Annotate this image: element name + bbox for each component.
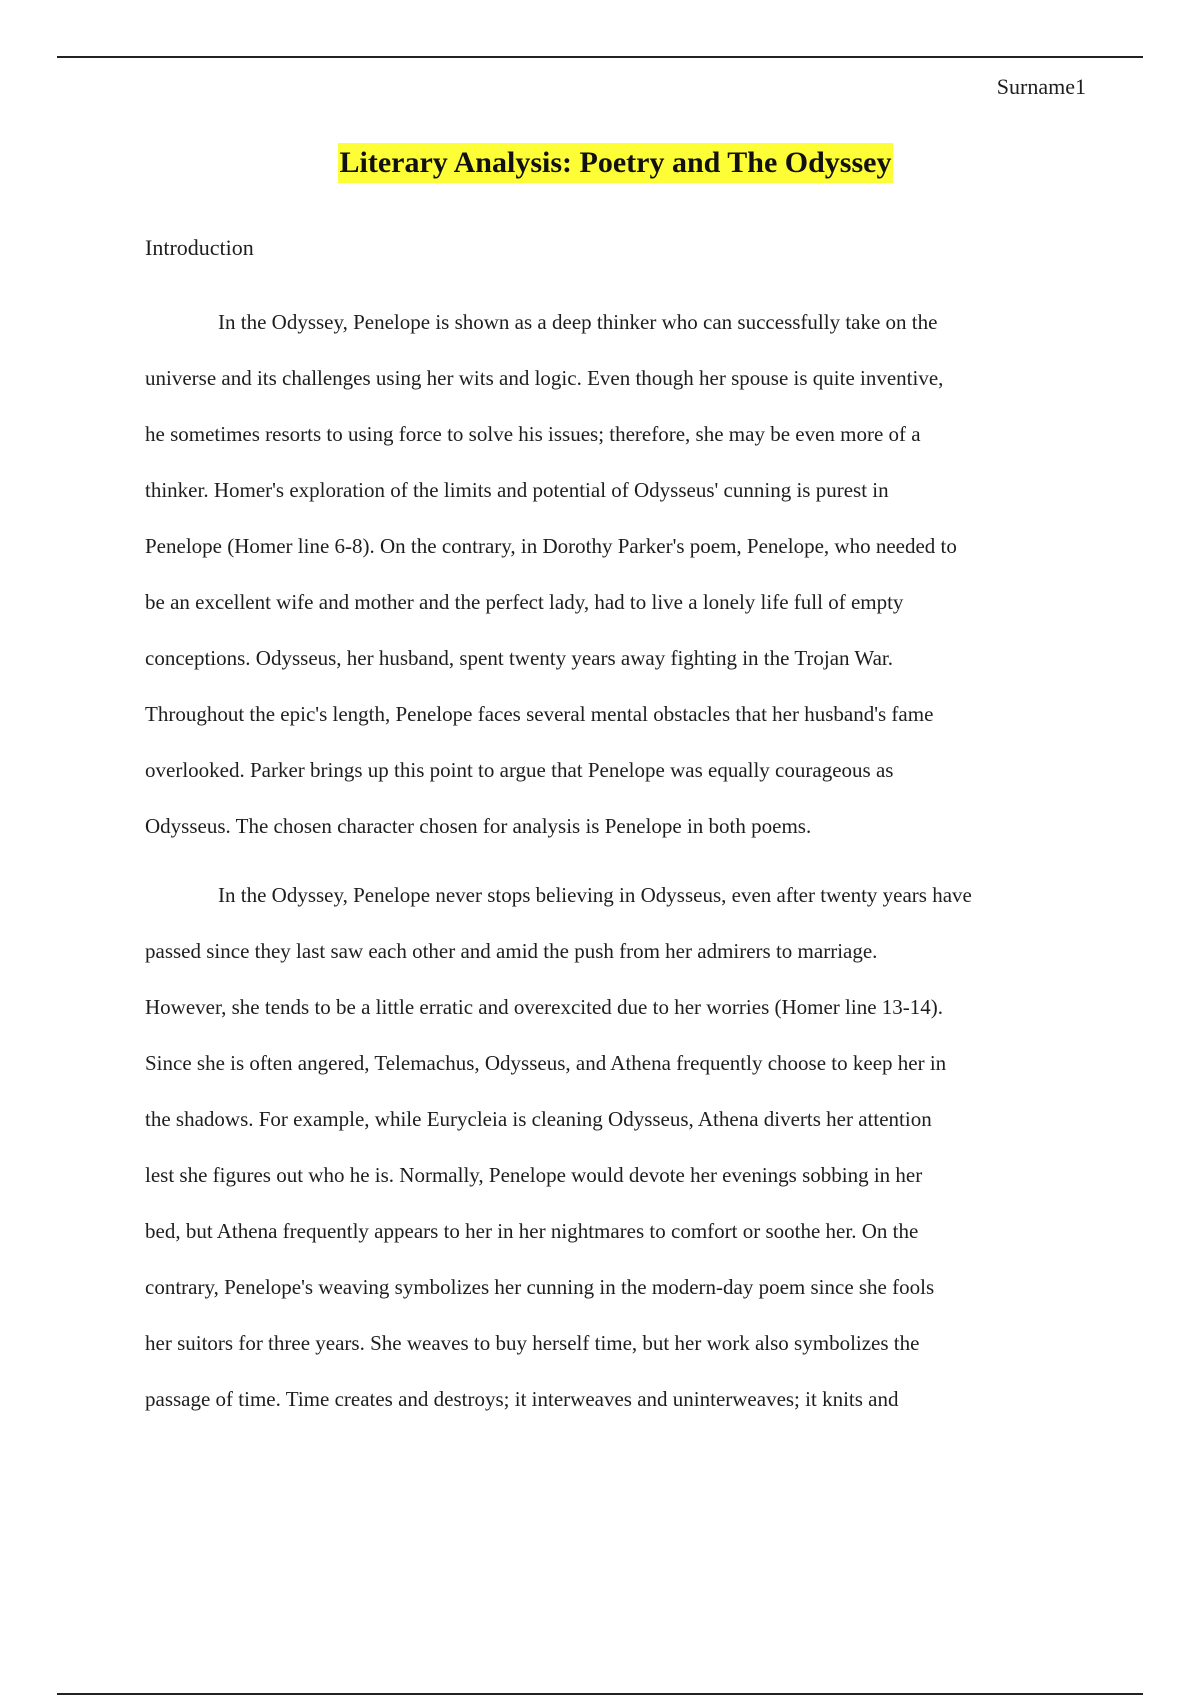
paragraph-line: he sometimes resorts to using force to solve his issues; therefore, she may be even more of a [145, 422, 921, 446]
title-container [145, 143, 1086, 183]
paragraph-line: Throughout the epic's length, Penelope faces several mental obstacles that her husband's fame [145, 702, 934, 726]
bottom-page-rule [57, 1693, 1143, 1695]
paragraph-line: the shadows. For example, while Eurycleia is cleaning Odysseus, Athena diverts her attention [145, 1107, 932, 1131]
paragraph-line: In the Odyssey, Penelope is shown as a deep thinker who can successfully take on the [218, 310, 938, 334]
paragraph-line: her suitors for three years. She weaves to buy herself time, but her work also symbolizes the [145, 1331, 920, 1355]
paragraph-line: Since she is often angered, Telemachus, Odysseus, and Athena frequently choose to keep her in [145, 1051, 947, 1075]
paragraph-line: universe and its challenges using her wits and logic. Even though her spouse is quite inventive, [145, 366, 944, 390]
paragraph-line: However, she tends to be a little erratic and overexcited due to her worries (Homer line 13-14). [145, 995, 944, 1019]
paragraph-line: passed since they last saw each other and amid the push from her admirers to marriage. [145, 939, 878, 963]
document-title: Literary Analysis: Poetry and The Odyssey [338, 143, 894, 183]
running-header-surname: Surname1 [996, 74, 1086, 99]
paragraph-line: lest she figures out who he is. Normally, Penelope would devote her evenings sobbing in her [145, 1163, 923, 1187]
paragraph-line: overlooked. Parker brings up this point to argue that Penelope was equally courageous as [145, 758, 894, 782]
paragraph-line: contrary, Penelope's weaving symbolizes her cunning in the modern-day poem since she fools [145, 1275, 935, 1299]
paragraph-line: In the Odyssey, Penelope never stops believing in Odysseus, even after twenty years have [218, 883, 972, 907]
document-page [145, 0, 1086, 1690]
paragraph-line: bed, but Athena frequently appears to her in her nightmares to comfort or soothe her. On the [145, 1219, 919, 1243]
paragraph-line: Odysseus. The chosen character chosen for analysis is Penelope in both poems. [145, 814, 812, 838]
paragraph-1 [145, 294, 1086, 854]
paragraph-line: passage of time. Time creates and destroys; it interweaves and uninterweaves; it knits and [145, 1387, 899, 1411]
paragraph-2 [145, 867, 1086, 1427]
paragraph-line: be an excellent wife and mother and the perfect lady, had to live a lonely life full of empty [145, 590, 904, 614]
paragraph-line: conceptions. Odysseus, her husband, spent twenty years away fighting in the Trojan War. [145, 646, 893, 670]
paragraph-line: thinker. Homer's exploration of the limits and potential of Odysseus' cunning is purest in [145, 478, 889, 502]
paragraph-line: Penelope (Homer line 6-8). On the contrary, in Dorothy Parker's poem, Penelope, who needed to [145, 534, 957, 558]
section-heading-introduction: Introduction [145, 235, 254, 260]
